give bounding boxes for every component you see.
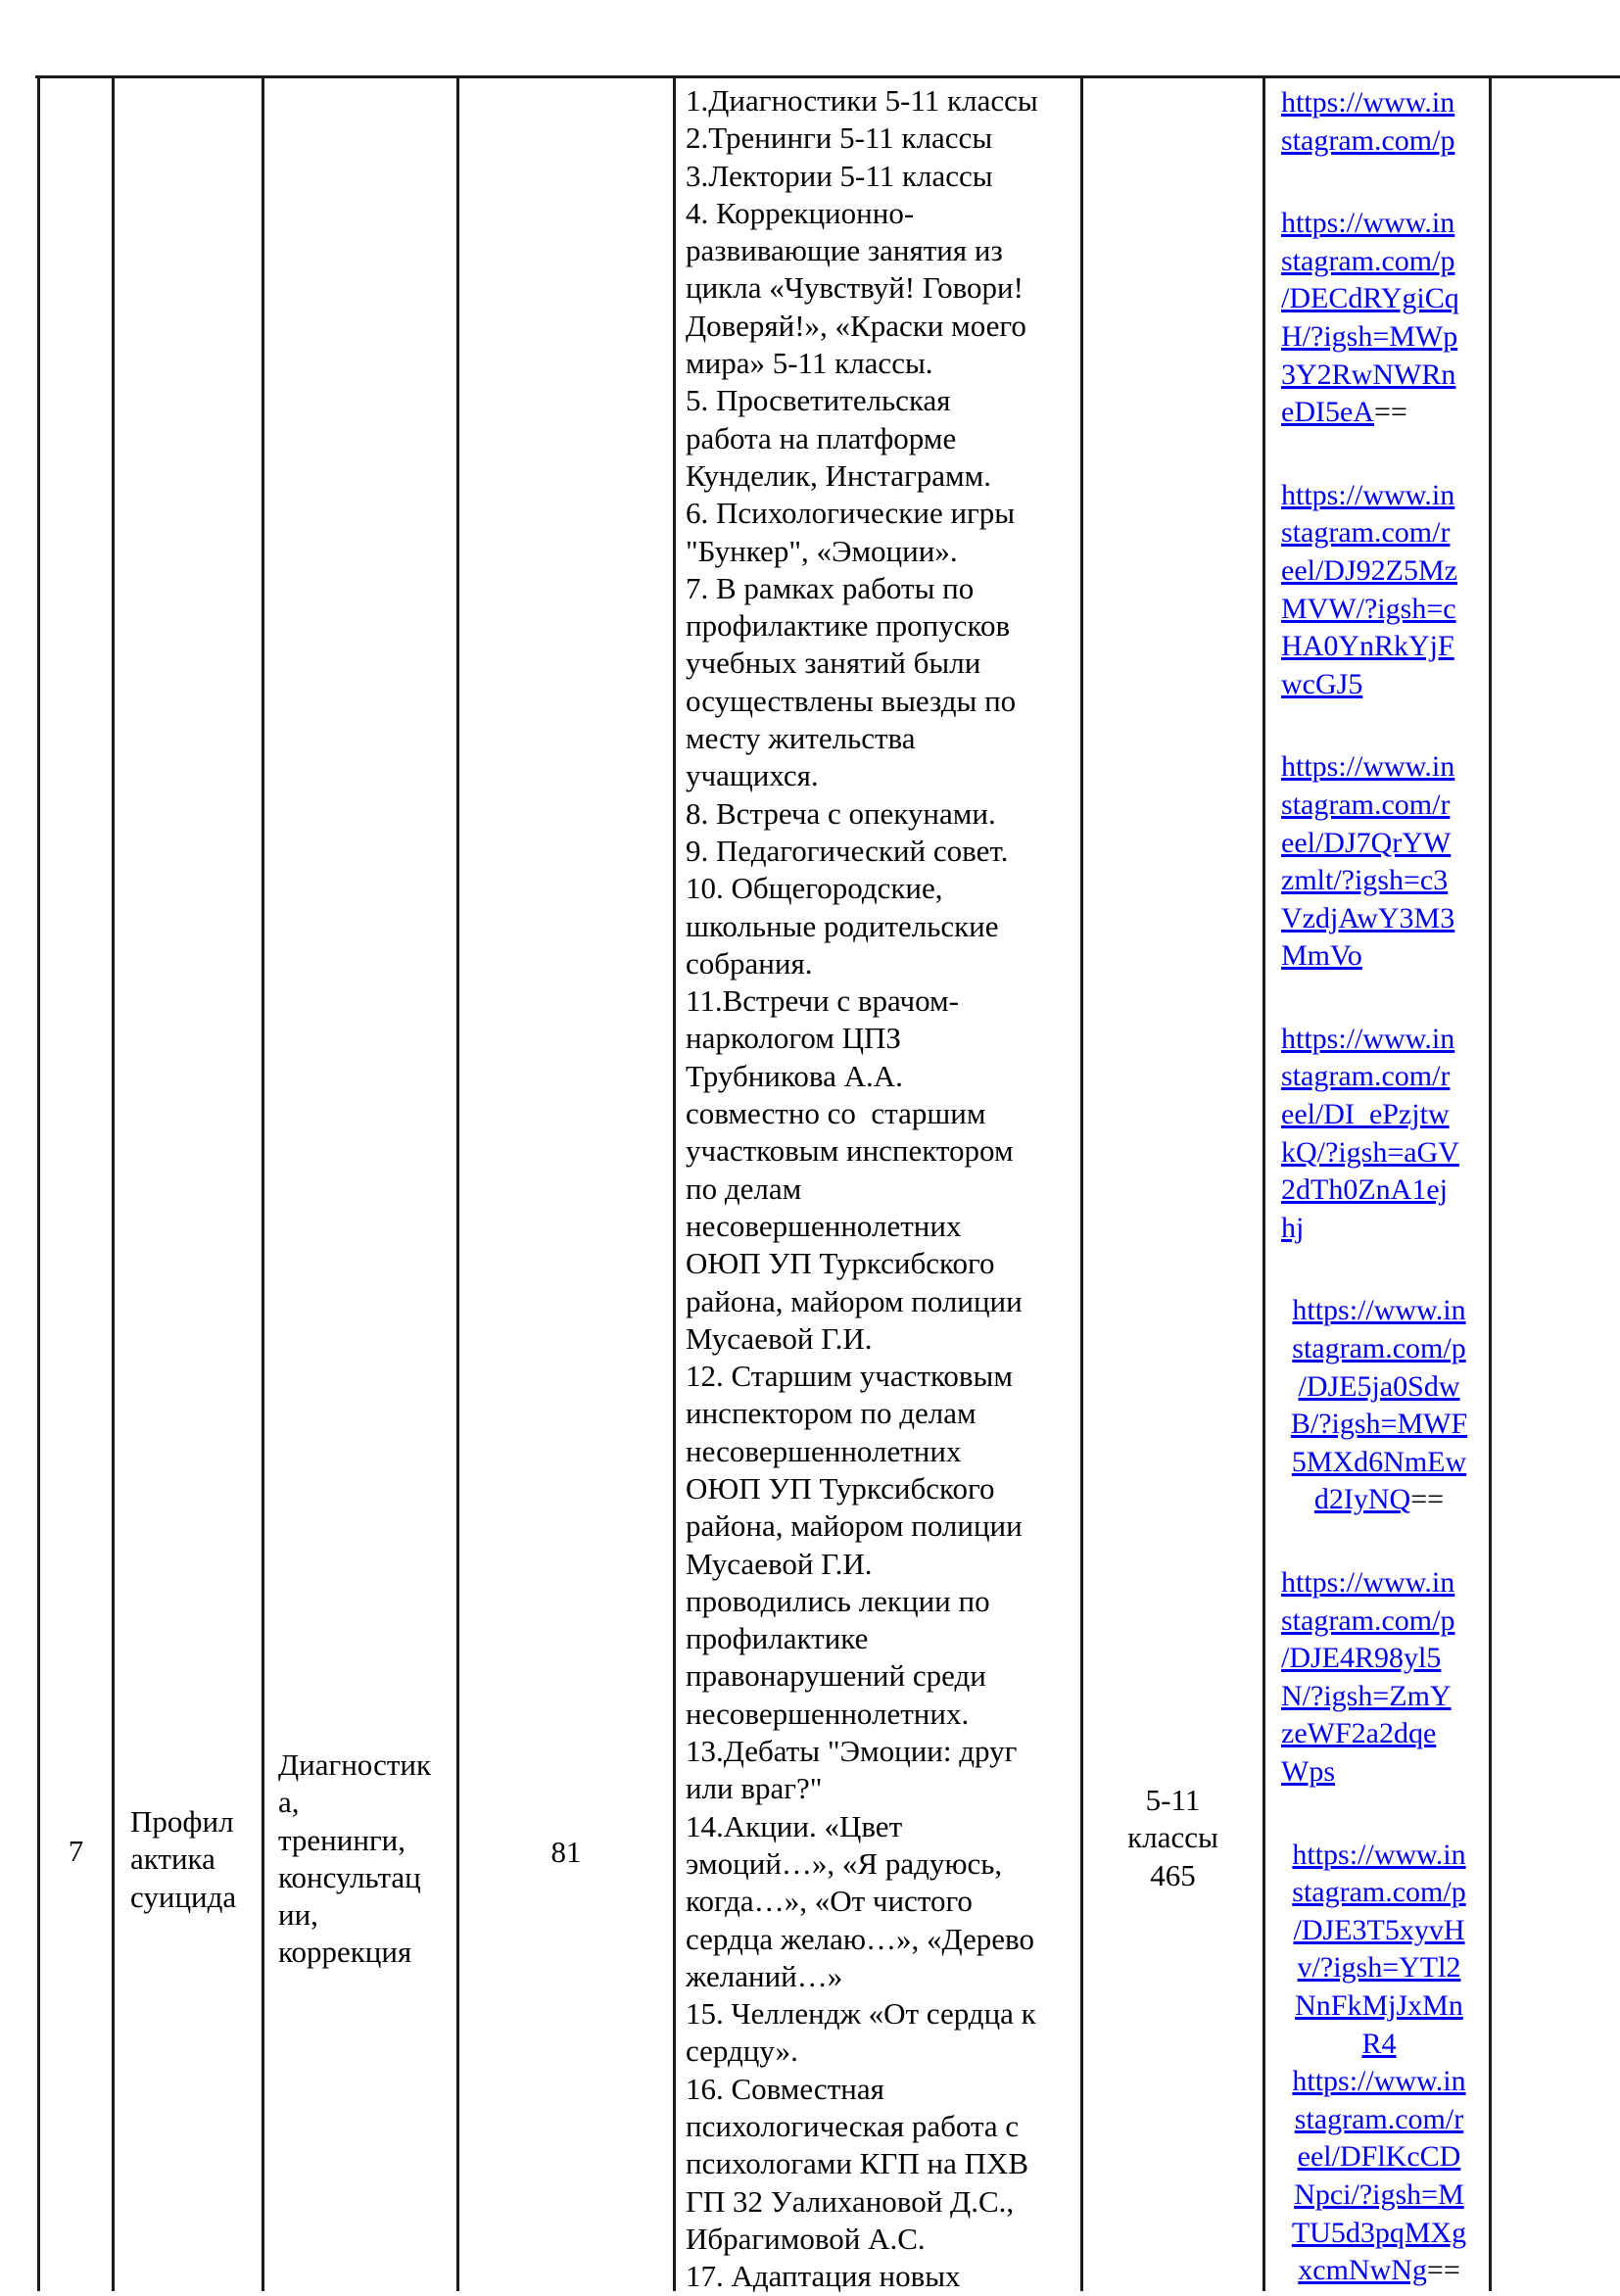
link-line[interactable] [1281,1292,1477,1330]
link-line[interactable] [1281,1210,1477,1248]
link-suffix: == [1426,2254,1460,2287]
activity-line: 6. Психологические игры [686,496,1016,531]
direction-cell [130,1803,260,1916]
link-text[interactable]: eel/DFlKcCD [1297,2140,1461,2174]
link-text[interactable]: https://www.in [1281,750,1455,784]
link-text[interactable]: https://www.in [1281,1566,1455,1599]
link-line[interactable] [1281,318,1477,357]
link-text[interactable]: MVW/?igsh=c [1281,592,1456,625]
link-line[interactable] [1281,1715,1477,1753]
link-line[interactable] [1281,1753,1477,1792]
activity-line: эмоций…», «Я радуюсь, [686,1845,1003,1881]
link-line[interactable] [1281,937,1477,976]
link-text[interactable]: stagram.com/r [1294,2102,1464,2135]
coverage-line: классы [1127,1820,1218,1855]
activity-line: ОЮП УП Турксибского [686,1246,995,1281]
activity-line: мира» 5-11 классы. [686,346,933,381]
link-text[interactable]: /DECdRYgiCq [1281,282,1459,315]
link-line[interactable] [1281,1481,1477,1519]
activity-line: цикла «Чувствуй! Говори! [686,270,1024,306]
instagram-link[interactable] [1281,2063,1477,2290]
link-text[interactable]: stagram.com/p [1281,123,1455,157]
activity-line: 14.Акции. «Цвет [686,1808,903,1843]
link-text[interactable]: zeWF2a2dqe [1281,1717,1437,1750]
coverage-cell [1083,1782,1263,1894]
activity-line: 1.Диагностики 5-11 классы [686,83,1038,118]
direction-line: Профил [130,1804,234,1839]
link-line[interactable] [1281,2026,1477,2064]
link-text[interactable]: Npci/?igsh=M [1294,2177,1464,2211]
link-line[interactable] [1281,1134,1477,1172]
link-line[interactable] [1281,900,1477,938]
link-text[interactable]: xcmNwNg [1298,2254,1427,2287]
link-line[interactable] [1281,1406,1477,1444]
activity-line: района, майором полиции [686,1283,1023,1318]
link-text[interactable]: Wps [1281,1754,1335,1788]
activity-line: Мусаевой Г.И. [686,1320,873,1356]
activity-line: желаний…» [686,1958,843,1993]
activity-line: 3.Лектории 5-11 классы [686,158,993,193]
link-text[interactable]: /DJE4R98yl5 [1281,1642,1442,1675]
link-text[interactable]: d2IyNQ [1313,1483,1411,1516]
activity-line: 13.Дебаты "Эмоции: друг [686,1734,1018,1769]
activity-line: совместно со старшим [686,1096,986,1131]
activity-line: участковым инспектором [686,1133,1014,1169]
direction-line: актика [130,1842,215,1877]
link-text[interactable]: R4 [1361,2027,1397,2060]
activity-line: или враг?" [686,1771,823,1806]
link-line[interactable] [1281,394,1477,432]
link-line[interactable] [1281,666,1477,704]
link-text[interactable]: eDI5eA [1281,396,1374,429]
link-text[interactable]: https://www.in [1292,2065,1466,2098]
link-line[interactable] [1281,1444,1477,1482]
link-line[interactable] [1281,1949,1477,1987]
forms-line: консультац [278,1859,421,1894]
link-line[interactable] [1281,2138,1477,2176]
link-line[interactable] [1281,477,1477,515]
link-text[interactable]: stagram.com/r [1281,1060,1451,1093]
activity-line: 11.Встречи с врачом- [686,983,959,1019]
link-text[interactable]: TU5d3pqMXg [1291,2216,1467,2249]
link-line[interactable] [1281,552,1477,591]
activity-line: района, майором полиции [686,1508,1023,1544]
link-text[interactable]: eel/DJ7QrYW [1281,826,1452,859]
link-text[interactable]: stagram.com/p [1281,1603,1455,1637]
activity-line: 17. Адаптация новых [686,2259,961,2294]
link-line[interactable] [1281,122,1477,161]
link-line[interactable] [1281,1837,1477,1875]
activity-line: сердца желаю…», «Дерево [686,1921,1034,1956]
activity-line: осуществлены выезды по [686,683,1017,718]
activity-line: профилактике пропусков [686,608,1011,644]
direction-line: суицида [130,1879,237,1914]
link-line[interactable] [1281,1172,1477,1210]
activity-line: собрания. [686,945,813,981]
link-text[interactable]: stagram.com/p [1292,1332,1466,1365]
link-line[interactable] [1281,1368,1477,1407]
activity-line: несовершеннолетних [686,1433,962,1468]
instagram-link[interactable] [1281,1292,1477,1519]
activity-line: развивающие занятия из [686,233,1003,268]
forms-line: тренинги, [278,1822,406,1857]
link-text[interactable]: MmVo [1281,939,1362,973]
activity-line: учащихся. [686,758,819,793]
instagram-link[interactable] [1281,1564,1477,1792]
link-line[interactable] [1281,243,1477,281]
link-line[interactable] [1281,1096,1477,1134]
activity-line: работа на платформе [686,420,957,455]
activity-line: ГП 32 Уалихановой Д.С., [686,2183,1015,2219]
col-divider-4 [673,75,676,2291]
link-text[interactable]: zmlt/?igsh=c3 [1281,864,1449,897]
link-text[interactable]: v/?igsh=YTl2 [1297,1951,1461,1985]
link-text[interactable]: NnFkMjJxMn [1295,1988,1463,2022]
link-text[interactable]: https://www.in [1281,86,1455,119]
link-text[interactable]: https://www.in [1292,1838,1466,1871]
link-line[interactable] [1281,1640,1477,1678]
activity-line: 16. Совместная [686,2071,884,2106]
activity-line: 8. Встреча с опекунами. [686,795,996,831]
link-line[interactable] [1281,2101,1477,2139]
links-cell [1281,84,1477,2290]
col-divider-2 [262,75,264,2291]
instagram-link[interactable] [1281,477,1477,704]
instagram-link[interactable] [1281,748,1477,976]
forms-line: коррекция [278,1935,412,1970]
link-text[interactable]: 3Y2RwNWRn [1281,358,1456,391]
activity-line: 12. Старшим участковым [686,1359,1014,1394]
link-text[interactable]: kQ/?igsh=aGV [1281,1135,1459,1169]
table-border-left [37,75,40,2291]
activity-line: психологами КГП на ПХВ [686,2146,1029,2181]
link-line[interactable] [1281,862,1477,900]
link-line[interactable] [1281,1564,1477,1602]
row-number: 7 [68,1834,84,1868]
instagram-link[interactable] [1281,1021,1477,1248]
link-text[interactable]: https://www.in [1281,207,1455,240]
activity-line: 10. Общегородские, [686,871,943,906]
link-line[interactable] [1281,748,1477,787]
link-text[interactable]: https://www.in [1292,1294,1466,1327]
link-text[interactable]: eel/DJ92Z5Mz [1281,553,1457,587]
activity-line: проводились лекции по [686,1583,990,1618]
count-value: 81 [550,1835,582,1869]
activity-line: Трубникова А.А. [686,1058,903,1093]
link-text[interactable]: https://www.in [1281,478,1455,511]
link-line[interactable] [1281,628,1477,666]
link-text[interactable]: stagram.com/p [1281,244,1455,277]
col-divider-6 [1263,75,1265,2291]
activity-line: профилактике [686,1621,869,1656]
activity-line: по делам [686,1171,802,1206]
link-line[interactable] [1281,1874,1477,1912]
activity-line: "Бункер", «Эмоции». [686,533,958,568]
link-line[interactable] [1281,1602,1477,1641]
link-line[interactable] [1281,825,1477,863]
coverage-line: 465 [1150,1857,1196,1892]
link-line[interactable] [1281,205,1477,243]
link-line[interactable] [1281,514,1477,552]
col-divider-1 [112,75,115,2291]
forms-cell [278,1746,454,1972]
link-line[interactable] [1281,1058,1477,1096]
col-divider-3 [456,75,459,2291]
activity-line: правонарушений среди [686,1658,986,1694]
activity-line: несовершеннолетних. [686,1696,970,1731]
forms-line: ии, [278,1897,318,1933]
activity-line: наркологом ЦПЗ [686,1021,901,1056]
activity-line: школьные родительские [686,908,999,943]
link-line[interactable] [1281,2176,1477,2215]
link-text[interactable]: /DJE5ja0Sdw [1298,1369,1460,1403]
link-line[interactable] [1281,280,1477,318]
forms-line: Диагностик [278,1747,432,1782]
activity-line: когда…», «От чистого [686,1884,973,1919]
forms-line: а, [278,1785,300,1820]
instagram-link[interactable] [1281,1837,1477,2064]
link-text[interactable]: stagram.com/p [1292,1876,1466,1909]
link-suffix: == [1373,396,1407,429]
link-line[interactable] [1281,84,1477,122]
activity-line: Доверяй!», «Краски моего [686,308,1026,343]
link-line[interactable] [1281,357,1477,395]
link-text[interactable]: B/?igsh=MWF [1290,1408,1468,1441]
link-text[interactable]: HA0YnRkYjF [1281,630,1454,663]
link-text[interactable]: stagram.com/r [1281,788,1451,821]
activity-line: Мусаевой Г.И. [686,1546,873,1581]
activity-line: несовершеннолетних [686,1208,962,1243]
link-line[interactable] [1281,1330,1477,1368]
link-text[interactable]: /DJE3T5xyvH [1293,1913,1465,1946]
activity-line: 4. Коррекционно- [686,195,915,230]
link-line[interactable] [1281,787,1477,825]
link-text[interactable]: wcGJ5 [1281,667,1363,700]
instagram-link[interactable] [1281,205,1477,432]
link-text[interactable]: stagram.com/r [1281,516,1451,550]
activity-line: психологическая работа с [686,2109,1020,2144]
row-number-cell [40,1833,112,1870]
link-line[interactable] [1281,1021,1477,1059]
instagram-link[interactable] [1281,84,1477,160]
link-text[interactable]: 2dTh0ZnA1ej [1281,1173,1448,1207]
link-line[interactable] [1281,2252,1477,2290]
activity-line: месту жительства [686,721,916,756]
link-line[interactable] [1281,1912,1477,1950]
activity-line: 9. Педагогический совет. [686,833,1009,868]
activity-line: Кунделик, Инстаграмм. [686,457,991,493]
link-suffix: == [1410,1483,1445,1516]
count-cell [459,1834,673,1871]
col-divider-7 [1489,75,1492,2291]
link-text[interactable]: https://www.in [1281,1022,1455,1055]
link-line[interactable] [1281,2063,1477,2101]
link-text[interactable]: hj [1281,1211,1305,1244]
link-line[interactable] [1281,591,1477,629]
activity-line: 2.Тренинги 5-11 классы [686,120,993,156]
activity-line: 15. Челлендж «От сердца к [686,1996,1036,2032]
link-text[interactable]: eel/DI_ePzjtw [1281,1098,1450,1131]
coverage-line: 5-11 [1145,1783,1201,1817]
activity-line: ОЮП УП Турксибского [686,1470,995,1506]
link-text[interactable]: N/?igsh=ZmY [1281,1679,1452,1712]
link-line[interactable] [1281,1987,1477,2026]
link-line[interactable] [1281,2215,1477,2253]
link-text[interactable]: 5MXd6NmEw [1291,1445,1467,1478]
link-text[interactable]: VzdjAwY3M3 [1281,901,1455,934]
activity-line: 5. Просветительская [686,383,951,418]
activity-line: Ибрагимовой А.С. [686,2221,926,2256]
activity-line: 7. В рамках работы по [686,570,975,605]
link-text[interactable]: H/?igsh=MWp [1281,319,1458,353]
link-line[interactable] [1281,1678,1477,1716]
activity-line: инспектором по делам [686,1396,977,1431]
activity-line: сердцу». [686,2033,798,2069]
activities-cell [686,82,1075,2296]
activity-line: учебных занятий были [686,646,981,681]
table-top-border [35,75,1620,78]
col-divider-5 [1080,75,1083,2291]
